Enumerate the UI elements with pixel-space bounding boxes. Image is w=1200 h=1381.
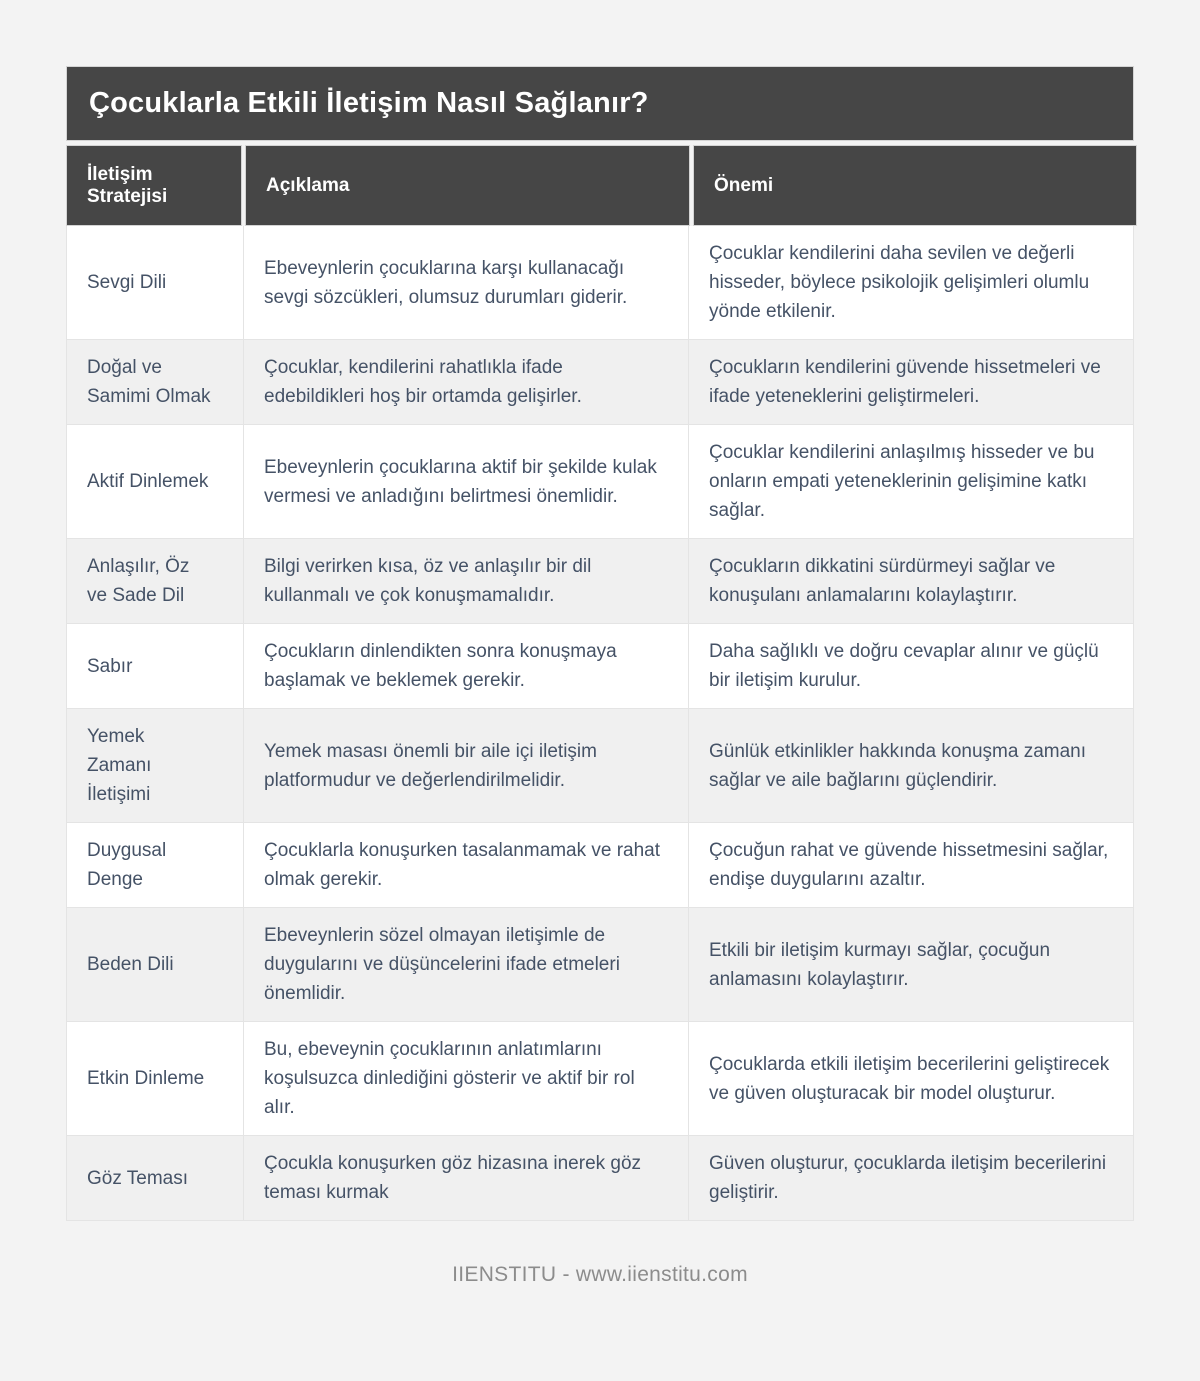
strategy-cell: Etkin Dinleme bbox=[87, 1068, 205, 1089]
strategy-cell: Duygusal Denge bbox=[87, 840, 167, 890]
column-header-strategy: İletişim Stratejisi bbox=[66, 145, 242, 226]
importance-cell: Güven oluşturur, çocuklarda iletişim becerilerini geliştirir. bbox=[688, 1136, 1132, 1220]
strategy-cell: Beden Dili bbox=[87, 954, 174, 975]
importance-cell: Çocuklar kendilerini anlaşılmış hisseder ve bu onların empati yeteneklerinin gelişimine katkı sağlar. bbox=[688, 425, 1132, 538]
importance-cell: Etkili bir iletişim kurmayı sağlar, çocuğun anlamasını kolaylaştırır. bbox=[688, 908, 1132, 1021]
description-cell: Ebeveynlerin çocuklarına karşı kullanacağı sevgi sözcükleri, olumsuz durumları giderir. bbox=[243, 226, 688, 339]
strategy-cell: Göz Teması bbox=[87, 1167, 189, 1189]
table-body bbox=[66, 226, 1134, 1221]
importance-cell: Çocuklar kendilerini daha sevilen ve değerli hisseder, böylece psikolojik gelişimleri olumlu yönde etkilenir. bbox=[688, 226, 1132, 339]
strategy-cell: Sabır bbox=[87, 655, 133, 677]
strategy-cell: Anlaşılır, Öz ve Sade Dil bbox=[87, 556, 190, 606]
description-cell: Ebeveynlerin sözel olmayan iletişimle de duygularını ve düşüncelerini ifade etmeleri önemlidir. bbox=[243, 908, 688, 1021]
description-cell: Ebeveynlerin çocuklarına aktif bir şekilde kulak vermesi ve anladığını belirtmesi önemlidir. bbox=[243, 425, 688, 538]
strategy-cell: Doğal ve Samimi Olmak bbox=[87, 357, 211, 407]
table-row bbox=[67, 708, 1133, 822]
table-row bbox=[67, 1135, 1133, 1220]
table-row bbox=[67, 623, 1133, 708]
communication-table-card bbox=[66, 0, 1134, 1221]
importance-cell: Çocukların dikkatini sürdürmeyi sağlar ve konuşulanı anlamalarını kolaylaştırır. bbox=[688, 539, 1132, 623]
column-header-description: Açıklama bbox=[245, 145, 690, 226]
table-row bbox=[67, 339, 1133, 424]
strategy-cell: Yemek Zamanı İletişimi bbox=[87, 726, 152, 805]
description-cell: Yemek masası önemli bir aile içi iletişim platformudur ve değerlendirilmelidir. bbox=[243, 709, 688, 822]
importance-cell: Çocuklarda etkili iletişim becerilerini geliştirecek ve güven oluşturacak bir model oluşturur. bbox=[688, 1022, 1132, 1135]
page-title: Çocuklarla Etkili İletişim Nasıl Sağlanır? bbox=[66, 66, 1134, 141]
column-header-importance: Önemi bbox=[693, 145, 1137, 226]
table-row bbox=[67, 424, 1133, 538]
strategy-cell: Aktif Dinlemek bbox=[87, 471, 209, 492]
table-row bbox=[67, 226, 1133, 339]
importance-cell: Çocuğun rahat ve güvende hissetmesini sağlar, endişe duygularını azaltır. bbox=[688, 823, 1132, 907]
footer-credit: IIENSTITU - www.iienstitu.com bbox=[452, 1263, 748, 1286]
description-cell: Bu, ebeveynin çocuklarının anlatımlarını koşulsuzca dinlediğini gösterir ve aktif bir rol alır. bbox=[243, 1022, 688, 1135]
description-cell: Çocuklarla konuşurken tasalanmamak ve rahat olmak gerekir. bbox=[243, 823, 688, 907]
importance-cell: Günlük etkinlikler hakkında konuşma zamanı sağlar ve aile bağlarını güçlendirir. bbox=[688, 709, 1132, 822]
importance-cell: Çocukların kendilerini güvende hissetmeleri ve ifade yeteneklerini geliştirmeleri. bbox=[688, 340, 1132, 424]
table-row bbox=[67, 538, 1133, 623]
table-header-row bbox=[66, 145, 1134, 226]
description-cell: Bilgi verirken kısa, öz ve anlaşılır bir dil kullanmalı ve çok konuşmamalıdır. bbox=[243, 539, 688, 623]
description-cell: Çocukların dinlendikten sonra konuşmaya başlamak ve beklemek gerekir. bbox=[243, 624, 688, 708]
table-row bbox=[67, 822, 1133, 907]
table-row bbox=[67, 1021, 1133, 1135]
importance-cell: Daha sağlıklı ve doğru cevaplar alınır ve güçlü bir iletişim kurulur. bbox=[688, 624, 1132, 708]
description-cell: Çocuklar, kendilerini rahatlıkla ifade edebildikleri hoş bir ortamda gelişirler. bbox=[243, 340, 688, 424]
description-cell: Çocukla konuşurken göz hizasına inerek göz teması kurmak bbox=[243, 1136, 688, 1220]
strategy-cell: Sevgi Dili bbox=[87, 272, 167, 293]
table-row bbox=[67, 907, 1133, 1021]
